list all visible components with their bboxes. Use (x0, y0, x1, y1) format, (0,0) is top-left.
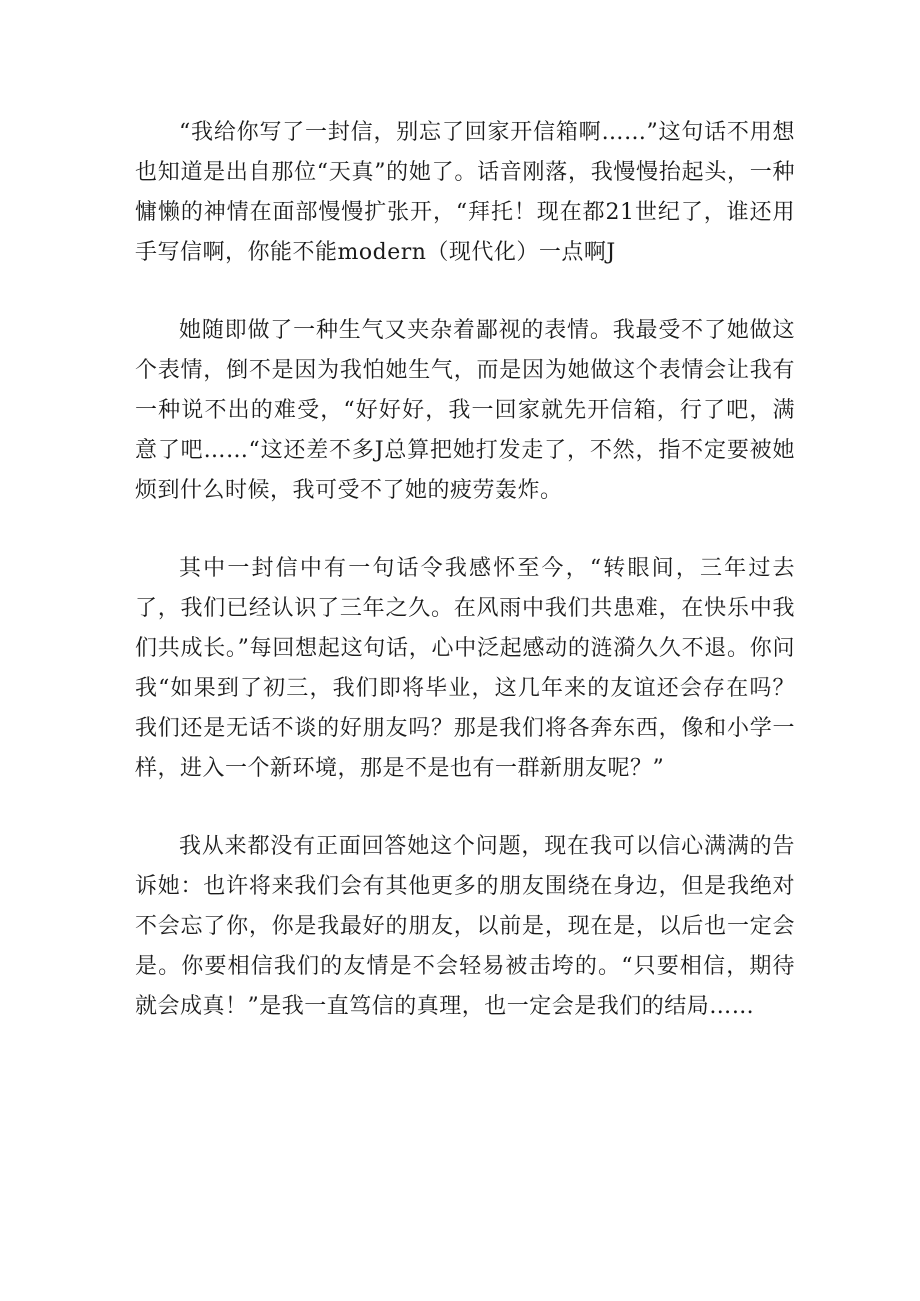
paragraph-1: “我给你写了一封信，别忘了回家开信箱啊……”这句话不用想也知道是出自那位“天真”的她了。话音刚落，我慢慢抬起头，一种慵懒的神情在面部慢慢扩张开，“拜托！现在都21世纪了，谁还用手写信啊，你能不能modern（现代化）一点啊J (135, 120, 795, 265)
paragraph-4: 我从来都没有正面回答她这个问题，现在我可以信心满满的告诉她：也许将来我们会有其他更多的朋友围绕在身边，但是我绝对不会忘了你，你是我最好的朋友，以前是，现在是，以后也一定会是。你要相信我们的友情是不会轻易被击垮的。“只要相信，期待就会成真！”是我一直笃信的真理，也一定会是我们的结局…… (135, 834, 795, 1019)
paragraph-3: 其中一封信中有一句话令我感怀至今，“转眼间，三年过去了，我们已经认识了三年之久。在风雨中我们共患难，在快乐中我们共成长。”每回想起这句话，心中泛起感动的涟漪久久不退。你问我“如果到了初三，我们即将毕业，这几年来的友谊还会存在吗？我们还是无话不谈的好朋友吗？那是我们将各奔东西，像和小学一样，进入一个新环境，那是不是也有一群新朋友呢？” (135, 556, 795, 781)
document-body (135, 113, 795, 1027)
paragraph-2: 她随即做了一种生气又夹杂着鄙视的表情。我最受不了她做这个表情，倒不是因为我怕她生气，而是因为她做这个表情会让我有一种说不出的难受，“好好好，我一回家就先开信箱，行了吧，满意了吧……“这还差不多J总算把她打发走了，不然，指不定要被她烦到什么时候，我可受不了她的疲劳轰炸。 (135, 318, 795, 503)
